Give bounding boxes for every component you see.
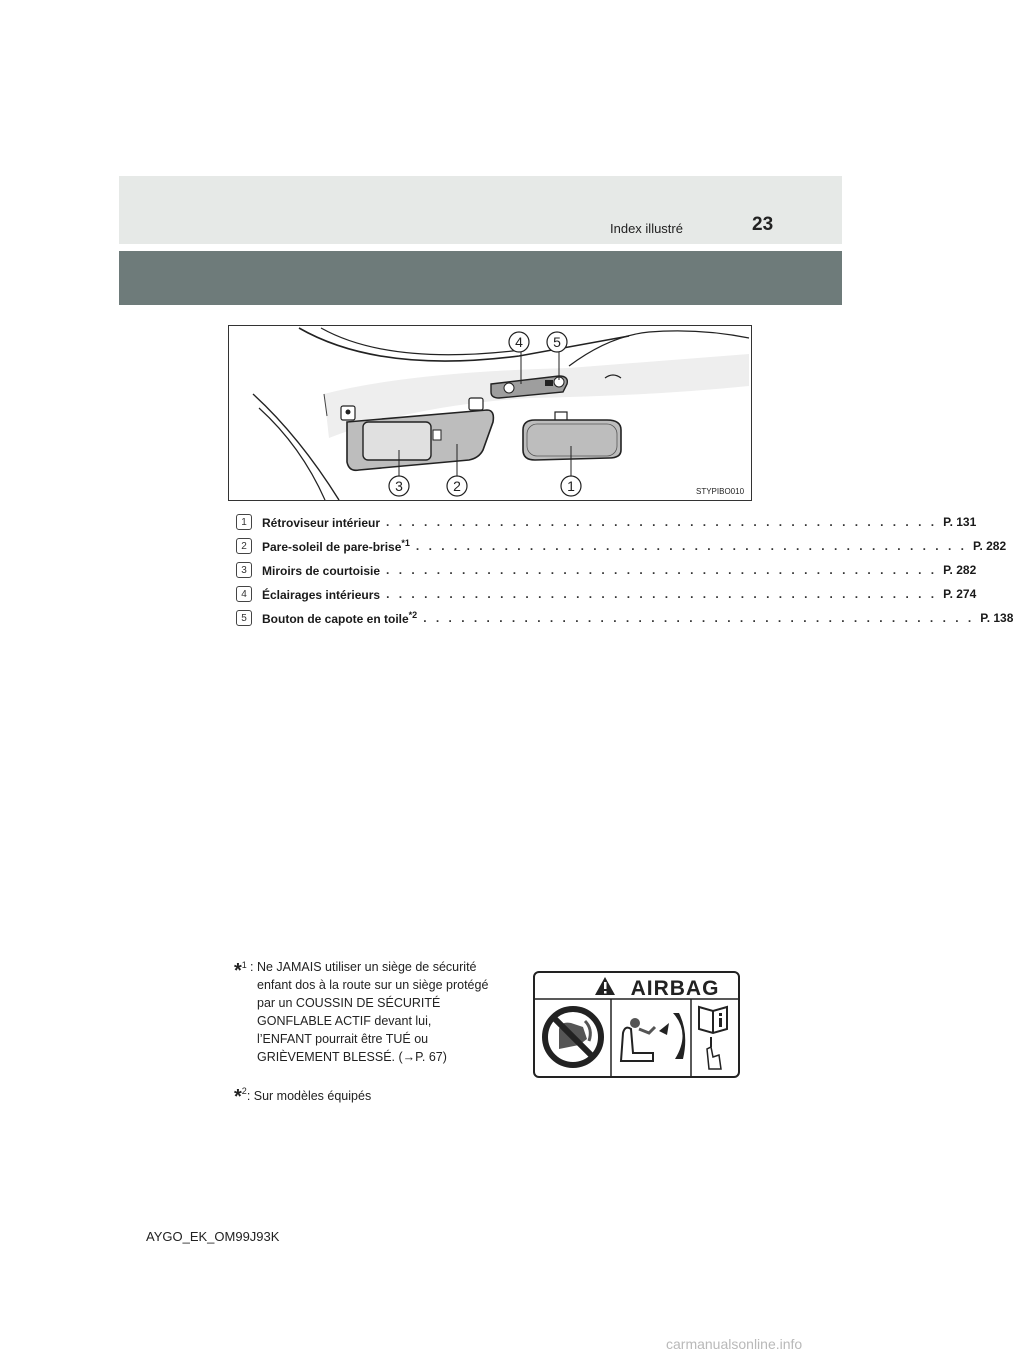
page-number: 23 [752, 214, 774, 235]
vanity-mirror [363, 422, 431, 460]
footnote-1-line-3: GONFLABLE ACTIF devant lui, [257, 1014, 432, 1028]
callout-2-label: 2 [453, 478, 461, 494]
callout-2 [447, 476, 467, 496]
legend-label: Éclairages intérieurs [262, 588, 381, 602]
legend-number: 3 [236, 562, 252, 578]
footnote-1-line-5: GRIÈVEMENT BLESSÉ. (→P. 67) [257, 1050, 447, 1064]
footnote-1-line-2: par un COUSSIN DE SÉCURITÉ [257, 996, 441, 1010]
footnote-star: * [234, 960, 242, 982]
illustration-code: STYPIBO010 [696, 487, 745, 496]
rear-view-mirror [523, 420, 621, 460]
legend-item[interactable] [236, 536, 1007, 556]
callout-5-label: 5 [553, 334, 561, 350]
leader-dots: . . . . . . . . . . . . . . . . . . . . . . . . . . . . . . . . . . . . . . . . . . . . [415, 539, 967, 553]
legend-label: Bouton de capote en toile$^{*2}$ [262, 610, 418, 626]
footnote-number: 1 [241, 960, 247, 970]
header-band [119, 176, 842, 244]
legend-item[interactable] [236, 608, 1013, 628]
legend-label: Rétroviseur intérieur [262, 516, 381, 530]
callout-3-label: 3 [395, 478, 403, 494]
legend-item[interactable] [236, 584, 977, 604]
callout-4 [509, 332, 529, 352]
legend-item[interactable] [236, 512, 977, 532]
leader-dots: . . . . . . . . . . . . . . . . . . . . . . . . . . . . . . . . . . . . . . . . . . . . [386, 515, 938, 529]
footnote-number: 2 [241, 1086, 247, 1096]
page-reference-link[interactable]: P. 131 [943, 515, 977, 529]
callout-1-label: 1 [567, 478, 575, 494]
watermark: carmanualsonline.info [666, 1336, 803, 1352]
page-reference-link[interactable]: P. 138 [980, 611, 1013, 625]
interior-illustration [228, 325, 752, 501]
airbag-warning-label [533, 971, 740, 1078]
read-manual-icon [699, 1007, 727, 1069]
airbag-title: AIRBAG [630, 977, 720, 1000]
leader-dots: . . . . . . . . . . . . . . . . . . . . . . . . . . . . . . . . . . . . . . . . . . . . [386, 587, 938, 601]
section-title: Index illustré [610, 221, 683, 236]
document-code: AYGO_EK_OM99J93K [146, 1229, 280, 1244]
footnote-2 [234, 1082, 371, 1106]
warning-triangle-icon [595, 977, 615, 995]
page-reference-link[interactable]: P. 274 [943, 587, 977, 601]
legend-number: 4 [236, 586, 252, 602]
legend-item[interactable] [236, 560, 977, 580]
callout-1 [561, 476, 581, 496]
footnote-star: * [234, 1086, 242, 1108]
leader-dots: . . . . . . . . . . . . . . . . . . . . . . . . . . . . . . . . . . . . . . . . . . . . [423, 611, 975, 625]
no-rear-facing-child-seat-icon [545, 1009, 601, 1065]
page-reference-link[interactable]: P. 282 [943, 563, 977, 577]
callout-5 [547, 332, 567, 352]
legend-label: Pare-soleil de pare-brise$^{*1}$ [262, 538, 410, 554]
page-reference-link[interactable]: P. 282 [972, 539, 1007, 553]
legend-number: 1 [236, 514, 252, 530]
footnote-1-line-1: enfant dos à la route sur un siège protégé [257, 978, 489, 992]
legend-number: 5 [236, 610, 252, 626]
leader-dots: . . . . . . . . . . . . . . . . . . . . . . . . . . . . . . . . . . . . . . . . . . . . [386, 563, 938, 577]
footnote-1-line-4: l’ENFANT pourrait être TUÉ ou [257, 1032, 429, 1046]
callout-3 [389, 476, 409, 496]
headliner-diagram [229, 326, 751, 500]
child-seat-airbag-deploy-icon [621, 1013, 685, 1061]
legend-number: 2 [236, 538, 252, 554]
airbag-label-graphic [535, 973, 738, 1076]
footnote-1-line-0: : Ne JAMAIS utiliser un siège de sécurité [250, 960, 477, 974]
callout-4-label: 4 [515, 334, 523, 350]
legend-label: Miroirs de courtoisie [262, 564, 381, 578]
section-banner [119, 251, 842, 305]
footnote-2-text: : Sur modèles équipés [246, 1089, 372, 1103]
footnote-1-marker [234, 956, 247, 980]
